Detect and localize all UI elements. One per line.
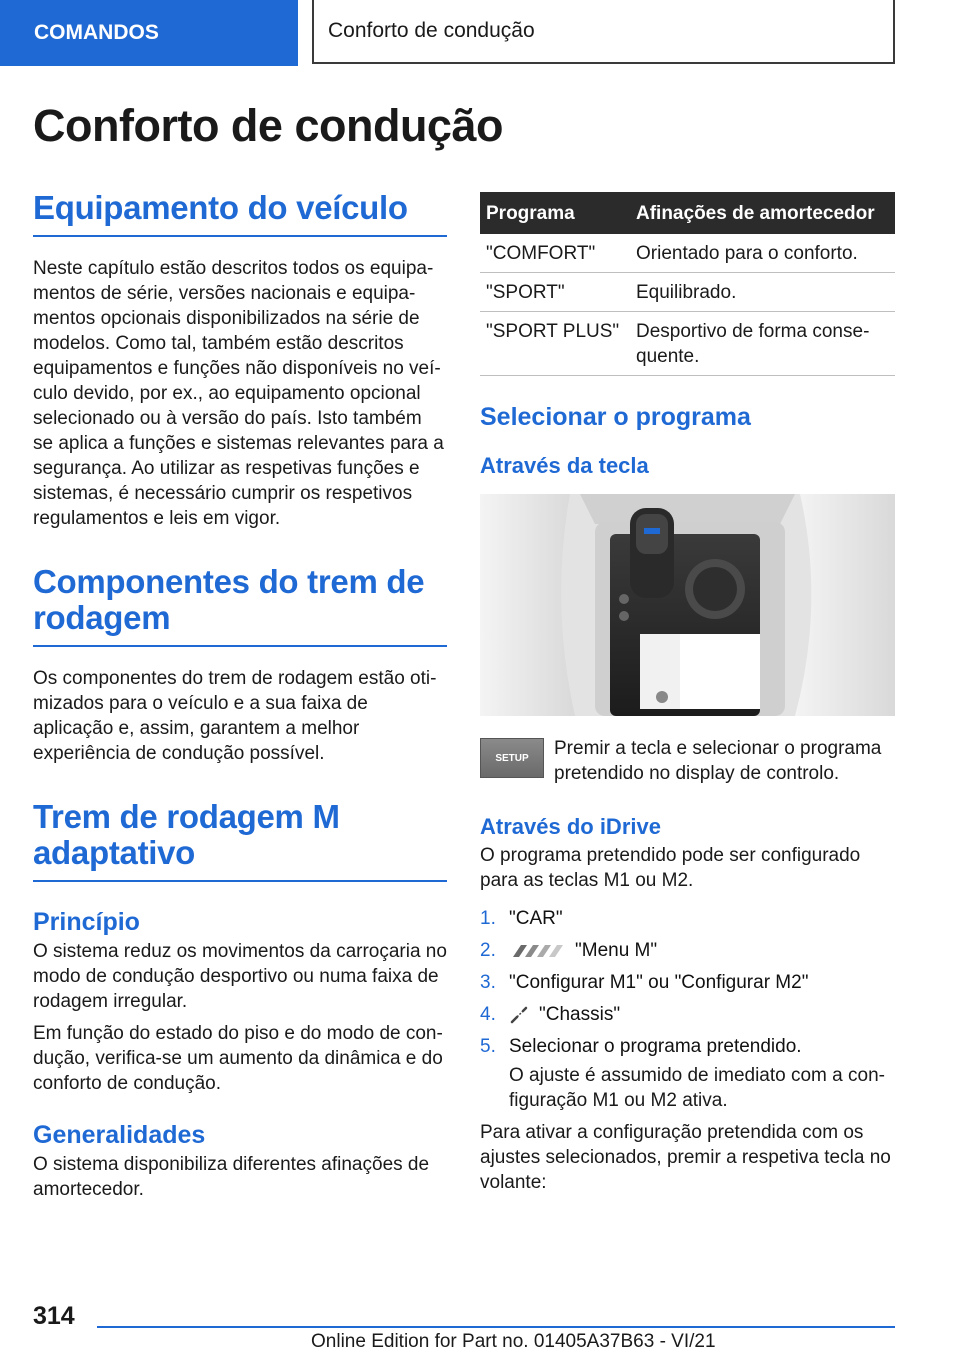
step-text: Selecionar o programa pretendido. <box>509 1036 802 1057</box>
header-section-tab: COMANDOS <box>0 0 298 66</box>
principle-text-2: Em função do estado do piso e do modo de condução, verifica-se um aumento da dinâmica e do conforto de condução. <box>33 1023 443 1094</box>
principle-heading: Princípio <box>33 908 140 936</box>
m-menu-icon <box>509 941 565 961</box>
left-column <box>33 190 447 1202</box>
header-chapter-tab: Conforto de condução <box>312 0 895 64</box>
equipment-heading: Equipamento do veículo <box>33 190 447 237</box>
principle-text-1: O sistema reduz os movimentos da carroçaria no modo de condução desportivo ou numa faixa de rodagem irregular. <box>33 941 447 1012</box>
final-instruction-text: Para ativar a configuração pretendida com os ajustes selecionados, premir a respetiva tecla no volante: <box>480 1122 891 1193</box>
list-item <box>480 906 895 931</box>
step-number: 5. <box>480 1036 496 1057</box>
table-row <box>480 312 895 376</box>
step-text: "Menu M" <box>575 940 658 961</box>
setup-instruction <box>480 736 895 786</box>
table-cell-program: "SPORT" <box>480 273 628 312</box>
table-header-row <box>480 192 895 234</box>
table-header-damper: Afinações de amortecedor <box>628 192 895 234</box>
components-text: Os componentes do trem de rodagem estão otimizados para o veículo e a sua faixa de aplicação e, assim, garantem a melhor experiência de condução possível. <box>33 668 437 764</box>
chassis-icon <box>509 1005 529 1025</box>
select-program-heading: Selecionar o programa <box>480 403 751 431</box>
via-idrive-heading: Através do iDrive <box>480 814 661 839</box>
table-cell-program: "SPORT PLUS" <box>480 312 628 376</box>
list-item <box>480 970 895 995</box>
general-heading: Generalidades <box>33 1121 206 1149</box>
step-number: 4. <box>480 1004 496 1025</box>
center-console-illustration <box>480 494 895 716</box>
list-item <box>480 1034 895 1059</box>
center-console-photo <box>480 494 895 716</box>
table-header-program: Programa <box>480 192 628 234</box>
page-number: 314 <box>33 1302 75 1330</box>
step-number: 3. <box>480 972 496 993</box>
setup-button-icon: SETUP <box>480 738 544 778</box>
table-cell-damper: Desportivo de forma consequente. <box>628 312 895 376</box>
step-number: 1. <box>480 908 496 929</box>
adaptive-suspension-heading: Trem de rodagem M adaptativo <box>33 799 447 882</box>
footer-divider <box>97 1326 895 1328</box>
list-item <box>480 938 895 963</box>
setup-instruction-text: Premir a tecla e selecionar o programa pretendido no display de controlo. <box>554 738 882 784</box>
general-text: O sistema disponibiliza diferentes afinações de amortecedor. <box>33 1154 430 1200</box>
page-title: Conforto de condução <box>33 100 503 151</box>
right-column <box>480 192 895 1195</box>
equipment-text: Neste capítulo estão descritos todos os equipamentos de série, versões nacionais e equipamentos opcionais disponibilizados na série de modelos. Como tal, também estão descritos equipamentos e funções não disponíveis no veículo devido, por ex., ao equipamento opcional selecionado ou à versão do país. Isto também se aplica a funções e sistemas relevantes para a segurança. Ao utilizar as respetivas funções e sistemas, é necessário cumprir os respetivos regulamentos e leis em vigor. <box>33 258 444 529</box>
step-number: 2. <box>480 940 496 961</box>
list-item <box>480 1002 895 1027</box>
damper-program-table <box>480 192 895 376</box>
table-row <box>480 234 895 273</box>
idrive-text: O programa pretendido pode ser configurado para as teclas M1 ou M2. <box>480 845 861 891</box>
table-cell-program: "COMFORT" <box>480 234 628 273</box>
via-button-heading: Através da tecla <box>480 453 649 478</box>
step-text: "Configurar M1" ou "Configurar M2" <box>509 972 809 993</box>
table-row <box>480 273 895 312</box>
step-text: "CAR" <box>509 908 563 929</box>
step-5-note: O ajuste é assumido de imediato com a configuração M1 ou M2 ativa. <box>509 1065 885 1111</box>
step-text: "Chassis" <box>539 1004 621 1025</box>
components-heading: Componentes do trem de rodagem <box>33 564 447 647</box>
table-cell-damper: Orientado para o conforto. <box>628 234 895 273</box>
footer-edition: Online Edition for Part no. 01405A37B63 - VI/21 <box>311 1331 716 1352</box>
idrive-steps-list <box>480 906 895 1059</box>
table-cell-damper: Equilibrado. <box>628 273 895 312</box>
